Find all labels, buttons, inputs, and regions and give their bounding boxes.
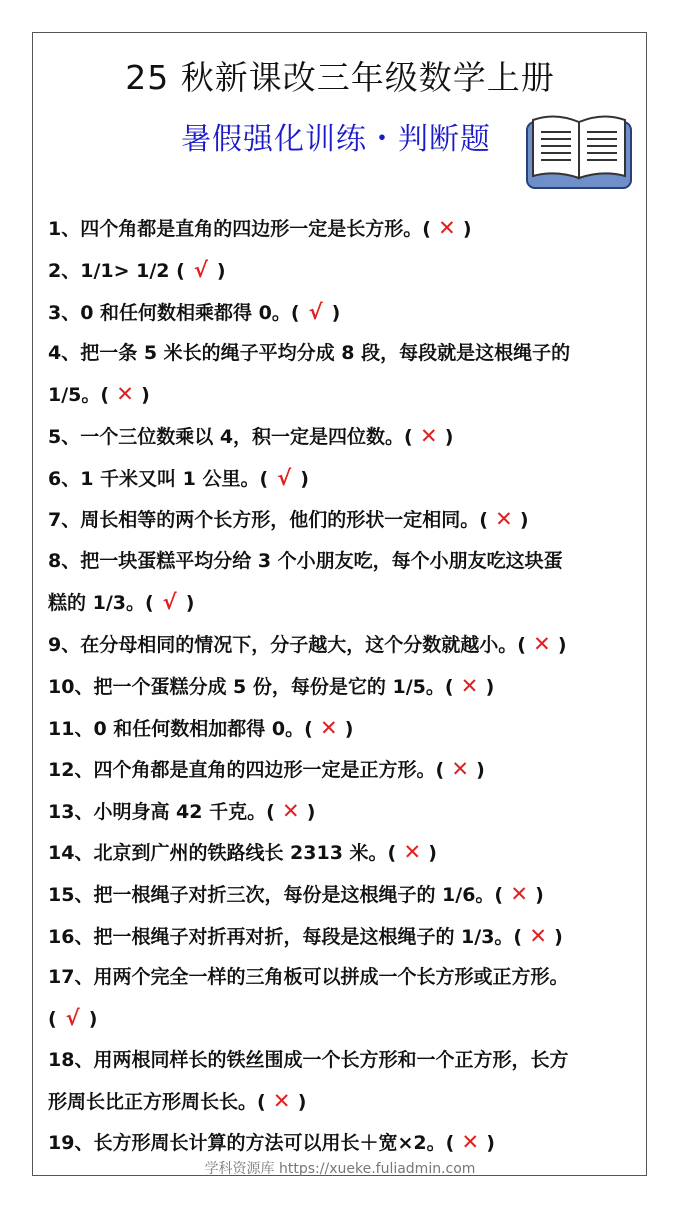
question-item xyxy=(48,716,353,741)
cross-mark-icon: ✕ xyxy=(461,1130,480,1154)
closing-paren: ) xyxy=(141,384,150,406)
question-item xyxy=(48,1048,568,1114)
cross-mark-icon: ✕ xyxy=(438,216,456,240)
check-mark-icon: √ xyxy=(308,300,323,324)
question-item xyxy=(48,549,563,615)
closing-paren: ) xyxy=(297,1091,307,1113)
question-text: 15、把一根绳子对折三次，每份是这根绳子的 1/6。( xyxy=(48,884,504,906)
cross-mark-icon: ✕ xyxy=(281,799,300,823)
question-text: 1、四个角都是直角的四边形一定是长方形。( xyxy=(48,218,431,240)
cross-mark-icon: ✕ xyxy=(116,382,134,406)
closing-paren: ) xyxy=(535,884,544,906)
page-title: 25 秋新课改三年级数学上册 xyxy=(125,58,555,97)
check-mark-icon: √ xyxy=(162,590,177,614)
closing-paren: ) xyxy=(557,634,567,656)
question-text: 19、长方形周长计算的方法可以用长＋宽×2。( xyxy=(48,1132,455,1154)
question-item xyxy=(48,674,494,699)
question-text: 8、把一块蛋糕平均分给 3 个小朋友吃，每个小朋友吃这块蛋 xyxy=(48,550,563,572)
closing-paren: ) xyxy=(331,302,341,324)
closing-paren: ) xyxy=(185,592,195,614)
question-text: 6、1 千米又叫 1 公里。( xyxy=(48,468,269,490)
question-item xyxy=(48,924,563,949)
cross-mark-icon: ✕ xyxy=(419,424,438,448)
question-text: 10、把一个蛋糕分成 5 份，每份是它的 1/5。( xyxy=(48,676,454,698)
cross-mark-icon: ✕ xyxy=(495,507,513,531)
footer-watermark: 学科资源库 https://xueke.fuliadmin.com xyxy=(204,1161,476,1177)
closing-paren: ) xyxy=(444,426,454,448)
question-text: 14、北京到广州的铁路线长 2313 米。( xyxy=(48,842,397,864)
question-item xyxy=(48,632,567,657)
closing-paren: ) xyxy=(428,842,437,864)
cross-mark-icon: ✕ xyxy=(460,674,479,698)
cross-mark-icon: ✕ xyxy=(510,882,528,906)
question-item xyxy=(48,258,226,283)
question-text-continued: ( xyxy=(48,1008,57,1030)
cross-mark-icon: ✕ xyxy=(272,1089,291,1113)
check-mark-icon: √ xyxy=(277,466,292,490)
cross-mark-icon: ✕ xyxy=(319,716,338,740)
question-line-2 xyxy=(48,590,563,615)
closing-paren: ) xyxy=(88,1008,98,1030)
question-text: 5、一个三位数乘以 4，积一定是四位数。( xyxy=(48,426,413,448)
question-text-continued: 1/5。( xyxy=(48,384,110,406)
check-mark-icon: √ xyxy=(65,1006,80,1030)
question-item xyxy=(48,466,309,491)
question-item xyxy=(48,341,570,407)
question-line-2 xyxy=(48,1006,568,1031)
cross-mark-icon: ✕ xyxy=(451,757,469,781)
question-text: 11、0 和任何数相加都得 0。( xyxy=(48,718,313,740)
question-item xyxy=(48,424,453,449)
closing-paren: ) xyxy=(519,509,529,531)
question-item xyxy=(48,507,529,532)
question-text: 12、四个角都是直角的四边形一定是正方形。( xyxy=(48,759,445,781)
question-item xyxy=(48,965,568,1031)
cross-mark-icon: ✕ xyxy=(529,924,547,948)
subtitle-text: 暑假强化训练・判断题 xyxy=(181,122,491,157)
question-text: 18、用两根同样长的铁丝围成一个长方形和一个正方形，长方 xyxy=(48,1049,569,1071)
closing-paren: ) xyxy=(462,218,472,240)
question-text-continued: 形周长比正方形周长长。( xyxy=(48,1091,266,1113)
closing-paren: ) xyxy=(344,718,354,740)
closing-paren: ) xyxy=(486,1132,495,1154)
open-book-icon xyxy=(525,114,633,190)
question-line-1 xyxy=(48,341,570,365)
question-item xyxy=(48,216,472,241)
closing-paren: ) xyxy=(485,676,495,698)
question-item xyxy=(48,1130,495,1155)
question-item xyxy=(48,840,437,865)
question-line-1 xyxy=(48,965,568,989)
question-text: 3、0 和任何数相乘都得 0。( xyxy=(48,302,300,324)
question-item xyxy=(48,757,485,782)
question-line-2 xyxy=(48,382,570,407)
question-line-2 xyxy=(48,1089,568,1114)
closing-paren: ) xyxy=(306,801,316,823)
question-item xyxy=(48,300,340,325)
question-text: 7、周长相等的两个长方形，他们的形状一定相同。( xyxy=(48,509,488,531)
closing-paren: ) xyxy=(554,926,563,948)
question-text: 4、把一条 5 米长的绳子平均分成 8 段，每段就是这根绳子的 xyxy=(48,342,571,364)
question-text: 2、1/1> 1/2 ( xyxy=(48,260,185,282)
question-text: 16、把一根绳子对折再对折，每段是这根绳子的 1/3。( xyxy=(48,926,523,948)
closing-paren: ) xyxy=(476,759,485,781)
question-text-continued: 糕的 1/3。( xyxy=(48,592,154,614)
closing-paren: ) xyxy=(300,468,309,490)
check-mark-icon: √ xyxy=(193,258,208,282)
question-item xyxy=(48,882,544,907)
question-text: 13、小明身高 42 千克。( xyxy=(48,801,275,823)
cross-mark-icon: ✕ xyxy=(403,840,422,864)
question-item xyxy=(48,799,315,824)
question-text: 9、在分母相同的情况下，分子越大，这个分数就越小。( xyxy=(48,634,526,656)
question-text: 17、用两个完全一样的三角板可以拼成一个长方形或正方形。 xyxy=(48,966,569,988)
closing-paren: ) xyxy=(216,260,226,282)
cross-mark-icon: ✕ xyxy=(533,632,551,656)
question-line-1 xyxy=(48,1048,568,1072)
question-line-1 xyxy=(48,549,563,573)
